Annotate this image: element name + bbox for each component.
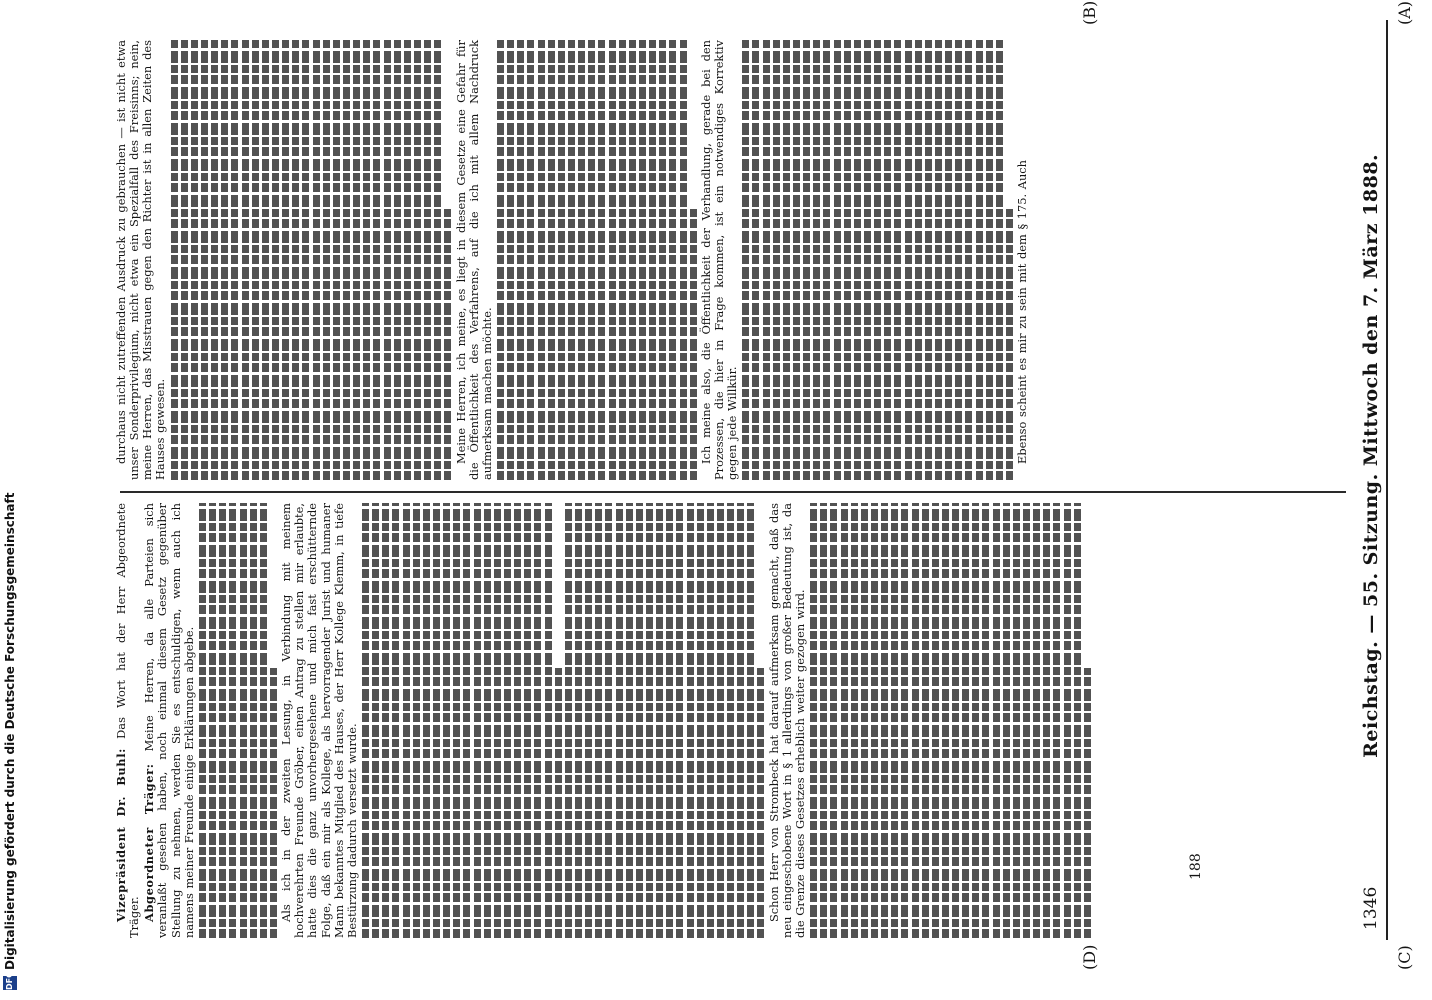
margin-label-b: (B) bbox=[1080, 0, 1099, 25]
right-column bbox=[115, 40, 1350, 480]
illegible-text-block bbox=[497, 40, 697, 480]
speech-paragraph: Schon Herr von Strombeck hat darauf aufmerksam gemacht, daß das neu eingeschobene Wort in § 1 allerdings von großer Bedeutung ist, da die Grenze dieses Gesetzes erheblich weiter gezogen wird. bbox=[766, 503, 807, 938]
speech-paragraph bbox=[143, 503, 196, 938]
speech-paragraph: durchaus nicht zutreffenden Ausdruck zu gebrauchen — ist nicht etwa unser Sonderprivilegium, nicht etwa ein Spezialfall des Freisinns; nein, meine Herren, das Misstrauen gegen den Richter ist in allen Zeiten des Hauses gewesen. bbox=[114, 40, 168, 480]
speech-paragraph: Ebenso scheint es mir zu sein mit dem § 175. Auch bbox=[1015, 159, 1030, 464]
header-rule bbox=[1386, 20, 1388, 940]
page-number: 1346 bbox=[1361, 886, 1381, 930]
dfg-logo-icon: DFG bbox=[3, 976, 17, 990]
speaker-name: Abgeordneter Träger: bbox=[142, 763, 157, 922]
illegible-text-block bbox=[362, 503, 764, 938]
left-column bbox=[115, 503, 1350, 938]
speech-paragraph: Ich meine also, die Öffentlichkeit der Verhandlung, gerade bei den Prozessen, die hier in Frage kommen, ist ein notwendiges Korrektiv gegen jede Willkür. bbox=[698, 40, 740, 480]
speech-paragraph: Meine Herren, ich meine, es liegt in diesem Gesetze eine Gefahr für die Öffentlichkeit des Verfahrens, auf die ich mit allem Nachdruck aufmerksam machen möchte. bbox=[453, 40, 494, 480]
illegible-text-block bbox=[199, 503, 277, 938]
intro-paragraph bbox=[115, 503, 141, 938]
illegible-text-block bbox=[171, 40, 452, 480]
page-footer-number: 188 bbox=[1188, 853, 1204, 880]
column-divider bbox=[120, 491, 1346, 493]
illegible-text-block bbox=[742, 40, 1013, 480]
margin-label-a: (A) bbox=[1395, 0, 1414, 25]
illegible-text-block bbox=[810, 503, 1091, 938]
speech-paragraph: Als ich in der zweiten Lesung, in Verbindung mit meinem hochverehrten Freunde Gröber, einen Antrag zu stellen mir erlaubte, hatte dies die ganz unvorhergesehene und mich fast erschütternde Folge, daß ein mir als Kollege, als hervorragender Jurist und humaner Mann bekanntes Mitglied des Hauses, der Herr Kollege Klemm, in tiefe Bestürzung dadurch versetzt wurde. bbox=[279, 503, 359, 938]
running-header bbox=[1360, 25, 1382, 930]
speaker-name: Vizepräsident Dr. Buhl: bbox=[114, 748, 128, 922]
margin-label-c: (C) bbox=[1395, 945, 1414, 970]
dfg-footer-bar bbox=[0, 0, 20, 1000]
intro-text: Das Wort hat der Herr Abgeordnete Träger. bbox=[114, 503, 142, 938]
paragraph-text: Meine Herren, da alle Parteien sich veranlaßt gesehen haben, noch einmal diesem Gesetz gegenüber Stellung zu nehmen, werden Sie es entschuldigen, wenn auch ich namens meiner Freunde einige Erklärungen abgebe. bbox=[142, 502, 196, 938]
margin-label-d: (D) bbox=[1080, 944, 1099, 970]
page-title: Reichstag. — 55. Sitzung. Mittwoch den 7. März 1888. bbox=[1360, 153, 1382, 758]
dfg-credit-text: Digitalisierung gefördert durch die Deutsche Forschungsgemeinschaft bbox=[3, 492, 17, 970]
